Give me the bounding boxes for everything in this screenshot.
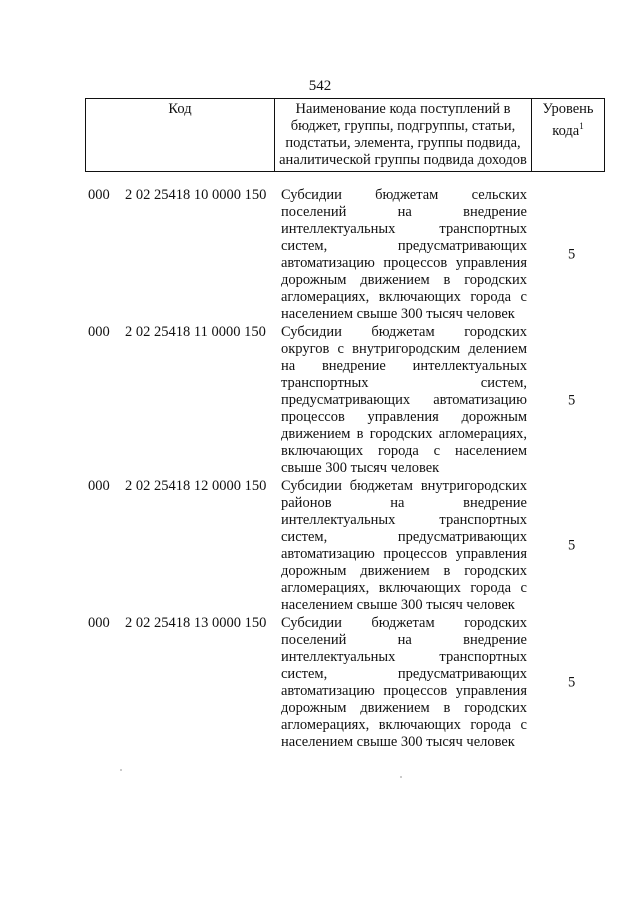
row-revenue-code: 2 02 25418 13 0000 150 bbox=[125, 615, 267, 631]
table-row bbox=[88, 187, 608, 323]
header-code: Код bbox=[86, 99, 275, 172]
row-admin-code: 000 bbox=[88, 478, 110, 494]
row-admin-code: 000 bbox=[88, 187, 110, 203]
row-description: Субсидии бюджетам городских округов с внутригородским делением на внедрение интеллектуальных транспортных систем, предусматривающих автоматизацию процессов управления дорожным движением в городских агломерациях, включающих города с населением свыше 300 тысяч человек bbox=[281, 324, 527, 476]
table-row bbox=[88, 478, 608, 614]
header-level: Уровень кода bbox=[542, 101, 594, 139]
row-description: Субсидии бюджетам сельских поселений на внедрение интеллектуальных транспортных систем, предусматривающих автоматизацию процессов управления дорожным движением в городских агломерациях, включающих города с населением свыше 300 тысяч человек bbox=[281, 187, 527, 322]
row-level: 5 bbox=[568, 674, 576, 691]
row-revenue-code: 2 02 25418 11 0000 150 bbox=[125, 324, 266, 340]
row-description: Субсидии бюджетам внутригородских районов на внедрение интеллектуальных транспортных систем, предусматривающих автоматизацию процессов управления дорожным движением в городских агломерациях, включающих города с населением свыше 300 тысяч человек bbox=[281, 478, 527, 613]
row-level: 5 bbox=[568, 392, 576, 408]
header-name: Наименование кода поступлений в бюджет, группы, подгруппы, статьи, подстатьи, элемента, группы подвида, аналитической группы подвида доходов bbox=[275, 99, 532, 172]
row-revenue-code: 2 02 25418 12 0000 150 bbox=[125, 478, 267, 494]
table-header bbox=[85, 98, 605, 172]
table-row bbox=[88, 615, 608, 751]
row-level: 5 bbox=[568, 246, 576, 263]
row-revenue-code: 2 02 25418 10 0000 150 bbox=[125, 187, 267, 203]
row-admin-code: 000 bbox=[88, 615, 110, 631]
header-level-footnote: 1 bbox=[579, 121, 584, 131]
row-admin-code: 000 bbox=[88, 324, 110, 340]
header-level-cell bbox=[532, 99, 605, 172]
row-level: 5 bbox=[568, 537, 576, 554]
scan-speck bbox=[120, 769, 122, 771]
row-description: Субсидии бюджетам городских поселений на внедрение интеллектуальных транспортных систем, предусматривающих автоматизацию процессов управления дорожным движением в городских агломерациях, включающих города с населением свыше 300 тысяч человек bbox=[281, 615, 527, 750]
code-rows bbox=[88, 187, 608, 751]
page-number: 542 bbox=[308, 78, 332, 94]
table-row bbox=[88, 324, 608, 477]
scan-speck bbox=[400, 776, 402, 778]
